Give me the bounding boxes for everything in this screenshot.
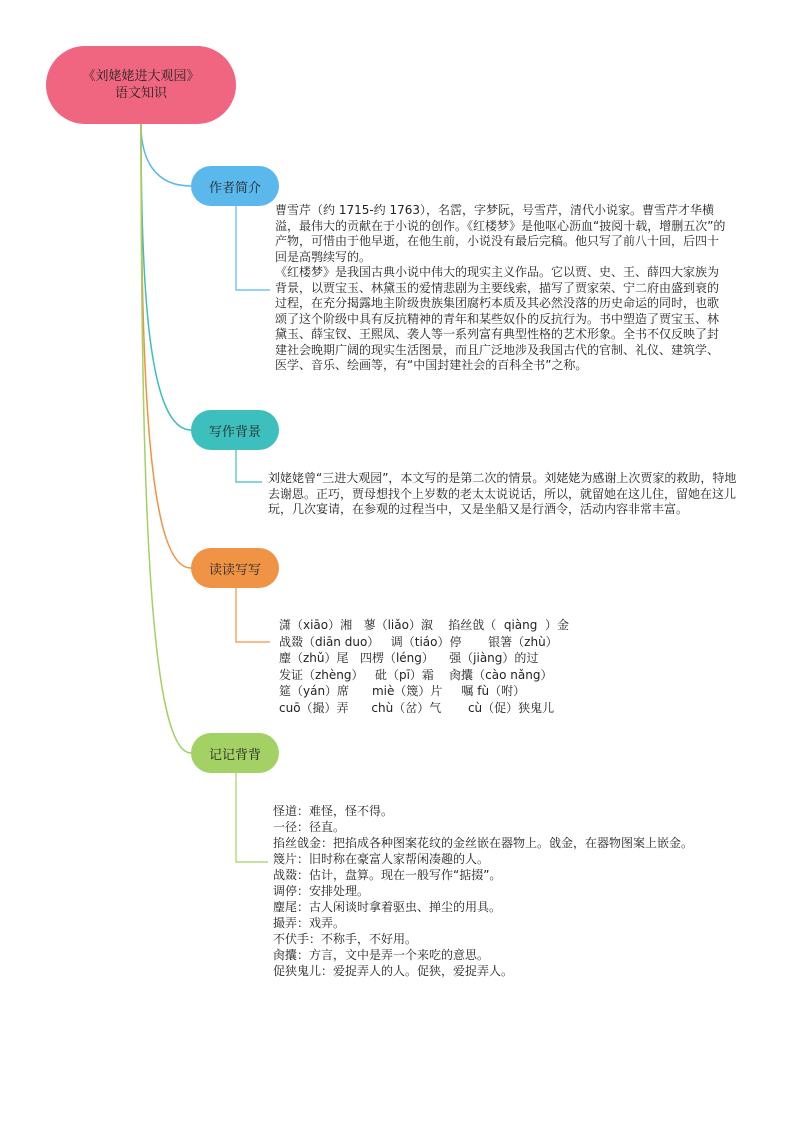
memorize-text (273, 803, 773, 979)
vocab-line: 潇（xiāo）湘 蓼（liǎo）溆 掐丝戗（ qiàng ）金 (279, 618, 569, 632)
root-topic-node[interactable] (46, 46, 236, 124)
vocab-line: 战敠（diān duo） 调（tiáo）停 银箸（zhù） (279, 634, 558, 649)
connector-readwrite-text (236, 588, 270, 642)
connector-root-readwrite (141, 124, 191, 568)
connector-root-author (141, 124, 191, 186)
branch-writing-background[interactable]: 写作背景 (191, 410, 279, 450)
novel-paragraph: 《红楼梦》是我国古典小说中伟大的现实主义作品。它以贾、史、王、薛四大家族为背景，以贾宝玉、林黛玉的爱情悲剧为主要线索，描写了贾家荣、宁二府由盛到衰的过程，在充分揭露地主阶级贵族集团腐朽本质及其必然没落的历史命运的同时，也歌颂了这个阶级中具有反抗精神的青年和某些奴仆的反抗行为。书中塑造了贾宝玉、林黛玉、薛宝钗、王熙凤、袭人等一系列富有典型性格的艺术形象。全书不仅反映了封建社会晚期广阔的现实生活图景，而且广泛地涉及我国古代的官制、礼仪、建筑学、医学、音乐、绘画等，有“中国封建社会的百科全书”之称。 (275, 265, 720, 372)
definition-line: 撮弄：戏弄。 (273, 916, 346, 930)
vocab-line: 麈（zhǔ）尾 四楞（léng） 强（jiàng）的过 (279, 651, 539, 665)
author-intro-text (275, 203, 730, 374)
definition-line: 不伏手：不称手，不好用。 (273, 932, 418, 946)
definition-line: 一径：径直。 (273, 820, 346, 834)
vocab-line: 发证（zhèng） 砒（pī）霜 肏攮（cào nǎng） (279, 667, 553, 682)
connector-root-background (141, 124, 191, 430)
definition-line: 战敠：估计，盘算。现在一般写作“掂掇”。 (273, 868, 502, 882)
connector-root-memorize (141, 124, 191, 753)
connector-background-text (236, 450, 262, 482)
root-title-line1: 《刘姥姥进大观园》 (82, 69, 200, 84)
author-paragraph: 曹雪芹（约 1715-约 1763），名霑，字梦阮，号雪芹，清代小说家。曹雪芹才华横溢，最伟大的贡献在于小说的创作。《红楼梦》是他呕心沥血“披阅十载，增删五次”的产物，可惜由于他早逝，在他生前，小说没有最后完稿。他只写了前八十回，后四十回是高鹗续写的。 (275, 203, 726, 264)
definition-line: 篾片：旧时称在豪富人家帮闲凑趣的人。 (273, 852, 490, 866)
vocab-line: 筵（yán）席 miè（篾）片 嘱 fù（咐） (279, 684, 526, 698)
definition-line: 麈尾：古人闲谈时拿着驱虫、掸尘的用具。 (273, 900, 502, 914)
writing-background-text (268, 471, 738, 518)
read-write-text (279, 617, 679, 716)
background-paragraph: 刘姥姥曾“三进大观园”，本文写的是第二次的情景。刘姥姥为感谢上次贾家的救助，特地去谢恩。正巧，贾母想找个上岁数的老太太说说话，所以，就留她在这儿住，留她在这儿玩，几次宴请，在参观的过程当中，又是坐船又是行酒令，活动内容非常丰富。 (268, 471, 737, 516)
definition-line: 促狭鬼儿：爱捉弄人的人。促狭，爱捉弄人。 (273, 964, 514, 978)
definition-line: 怪道：难怪，怪不得。 (273, 804, 394, 818)
branch-author-intro[interactable]: 作者简介 (191, 166, 279, 206)
definition-line: 掐丝戗金：把掐成各种图案花纹的金丝嵌在器物上。戗金，在器物图案上嵌金。 (273, 836, 694, 850)
definition-line: 肏攮：方言，文中是弄一个来吃的意思。 (273, 948, 490, 962)
branch-read-write[interactable]: 读读写写 (191, 548, 279, 588)
vocab-line: cuō（撮）弄 chù（岔）气 cù（促）狭鬼儿 (279, 700, 555, 715)
definition-line: 调停：安排处理。 (273, 884, 370, 898)
root-title-line2: 语文知识 (114, 86, 167, 101)
connector-author-text (236, 206, 270, 290)
branch-memorize[interactable]: 记记背背 (191, 733, 279, 773)
connector-memorize-text (236, 773, 268, 862)
